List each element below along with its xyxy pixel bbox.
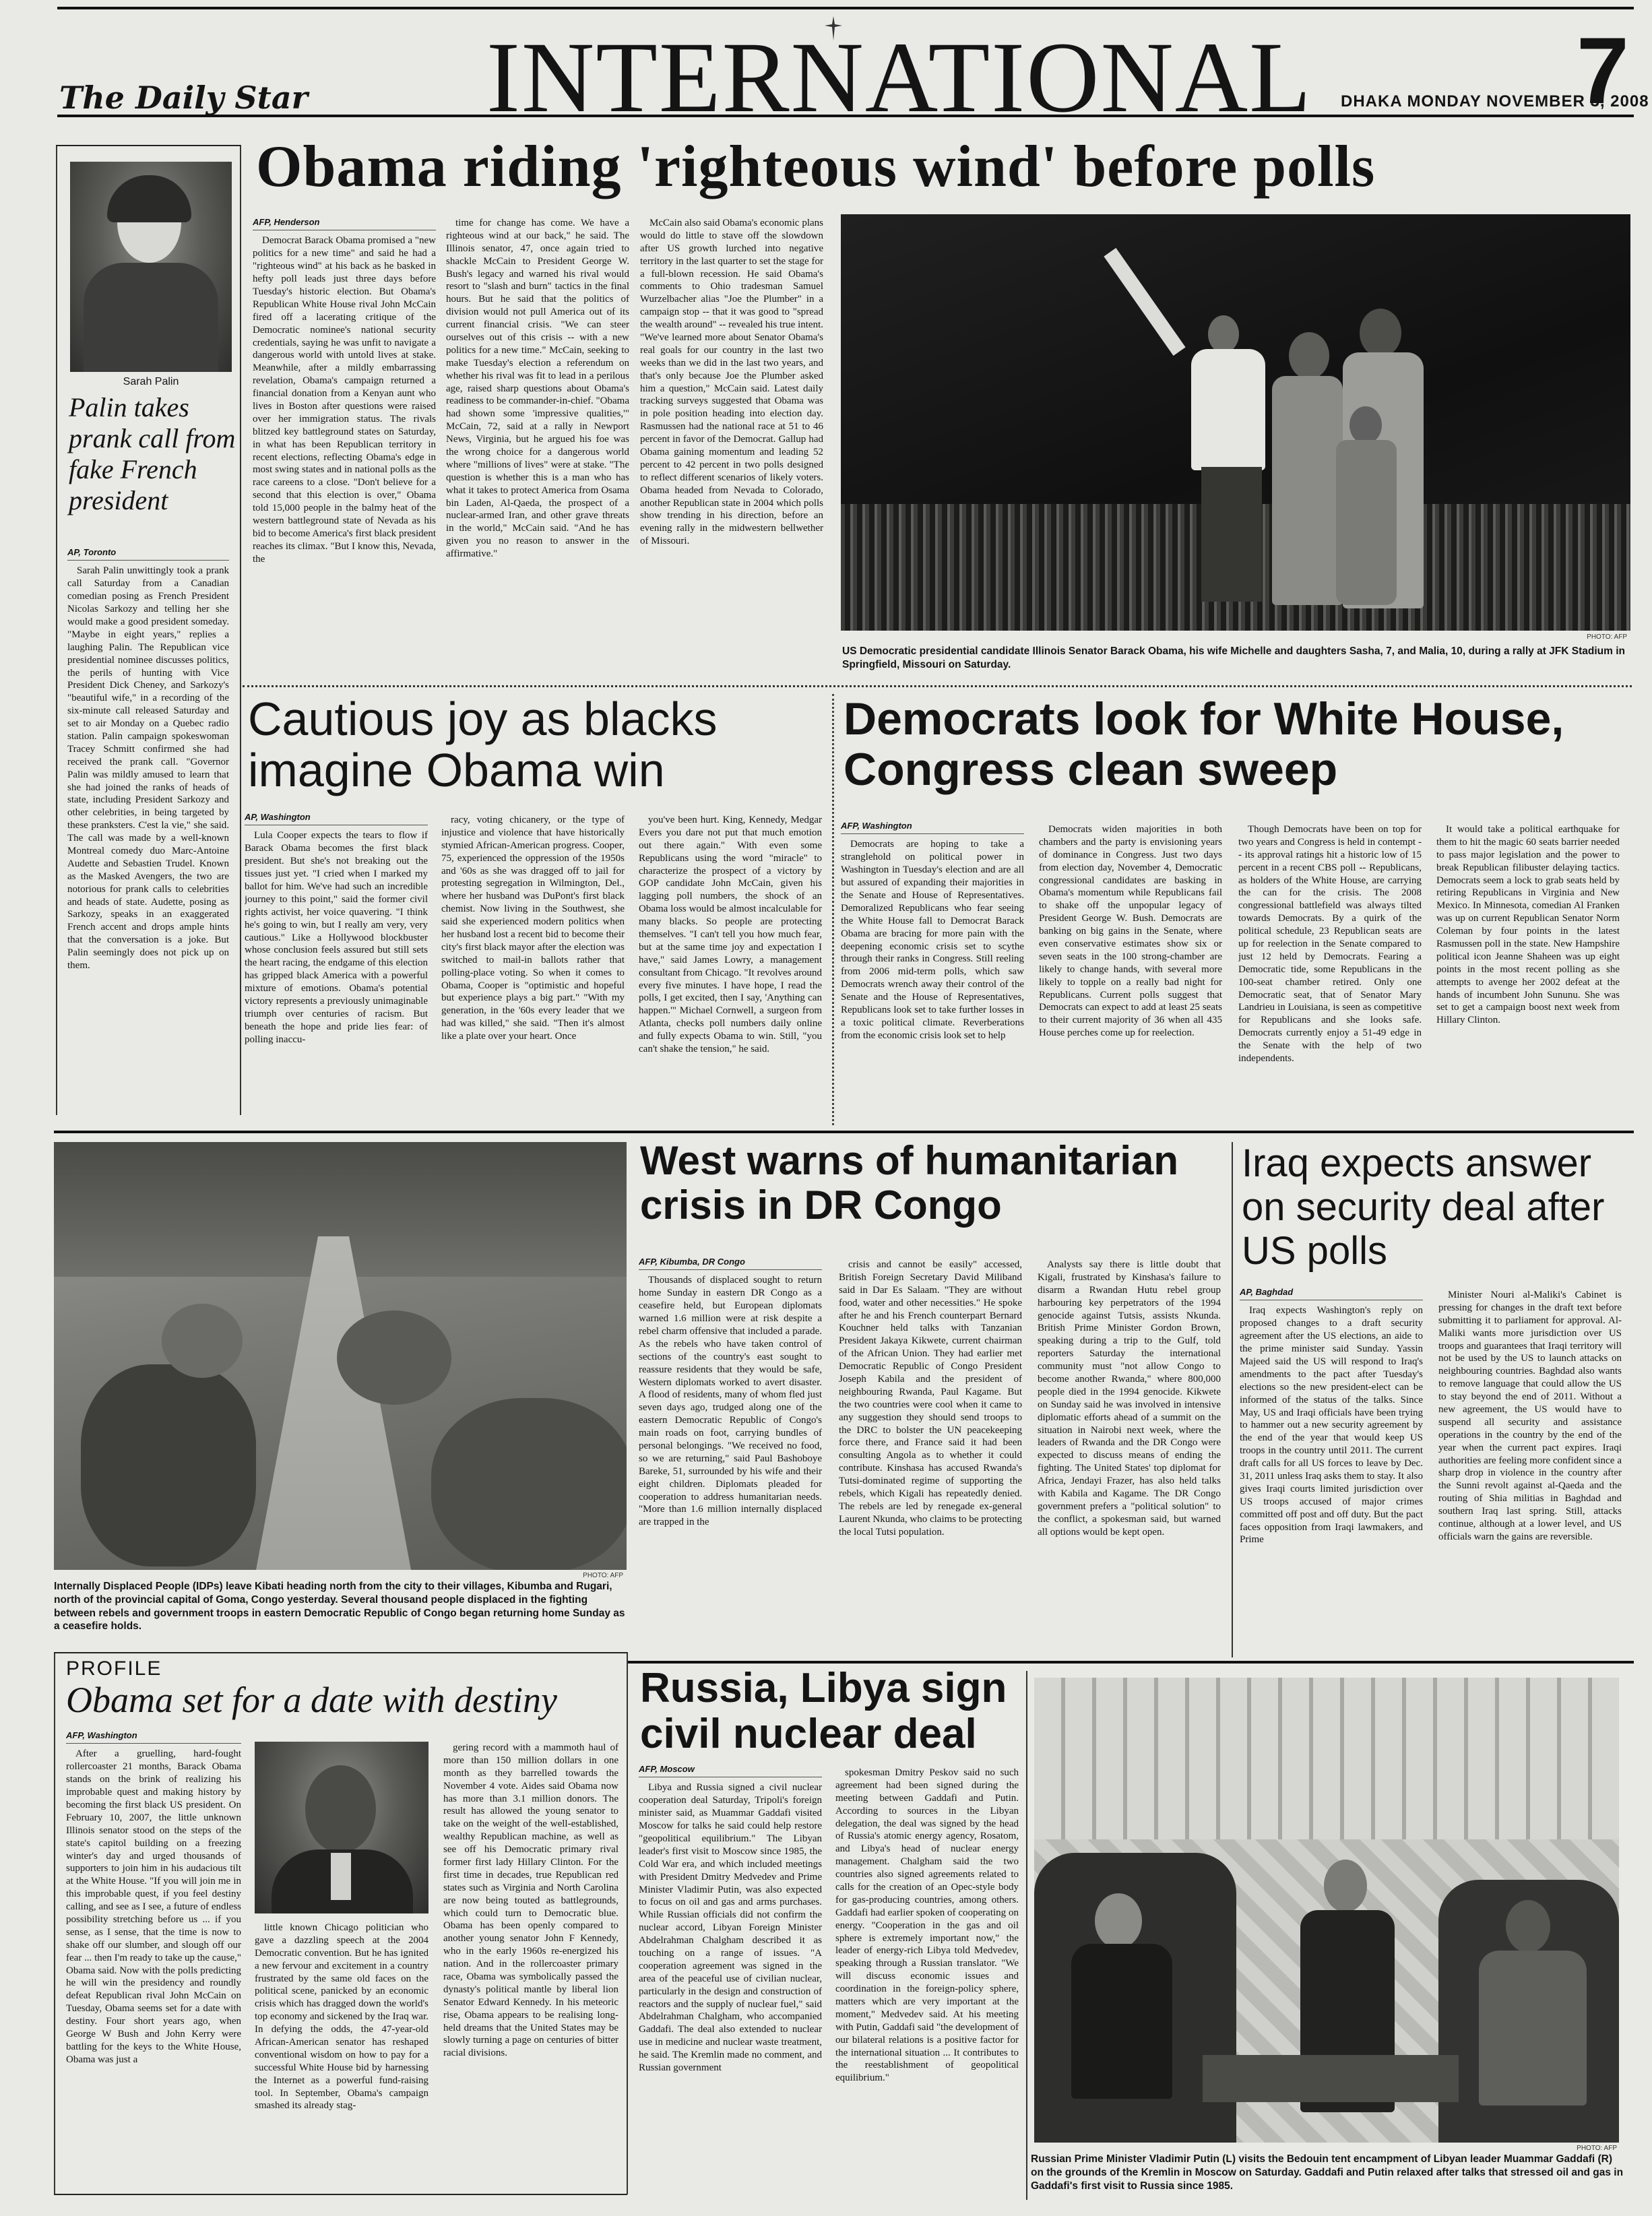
palin-box-right [240, 145, 241, 1115]
cautious-col3-text: you've been hurt. King, Kennedy, Medgar Evers you dare not put that much emotion out there again." With even some Republicans using the word "miracle" to characterize the prospect of a victory by GOP candidate John McCain, given his lagging poll numbers, the shock of an Obama loss would be almost incalculable for many blacks. So people are protecting themselves. "I can't tell you how much fear, but at the same time joy and expectation I have," said James Lowry, a management consultant from Chicago. "It revolves around every five minutes. I have hope, I read the polls, I get excited, then I say, 'Anything can happen.'" Michael Cornwell, a surgeon from Atlanta, checks poll numbers daily online and fully expects Obama to win. Still, "you can't shake the tension," he said. [639, 815, 822, 1055]
palin-headline: Palin takes prank call from fake French president [69, 392, 236, 515]
congo-photo-credit: PHOTO: AFP [583, 1572, 623, 1579]
profile-col-1 [66, 1730, 241, 2188]
palin-box-top [56, 145, 241, 146]
profile-headline: Obama set for a date with destiny [66, 1680, 557, 1720]
russia-col2-text: spokesman Dmitry Peskov said no such agreement had been signed during the meeting between Gaddafi and Putin. According to sources in the Libyan delegation, the deal was signed by the head of Russia's atomic energy agency, Rosatom, and Libya's head of nuclear energy management. Chalgham said the two countries also signed agreements related to calls for the creation of an Opec-style body for gas-producing countries, among others. Gaddafi had earlier spoken of cooperating on energy. "Cooperation in the gas and oil sphere is extremely important now," the leader of energy-rich Libya told Medvedev, speaking through a Russian translator. "We will discuss economic issues and coordination in the foreign-policy sphere, matters which are very important at the moment," Medvedev said. At his meeting with Putin, Gaddafi said "the development of our bilateral relations is a positive factor for the international situation ... It contributes to the reestablishment of geopolitical equilibrium." [835, 1767, 1019, 2084]
putin-gaddafi-photo [1034, 1678, 1619, 2143]
cautious-col-2 [441, 814, 625, 1122]
russia-photo-credit: PHOTO: AFP [1577, 2145, 1617, 2152]
russia-col-2 [835, 1767, 1019, 2195]
palin-article [67, 547, 229, 1113]
main-col3-text: McCain also said Obama's economic plans would do little to stave off the slowdown after US growth lurched into negative territory in the last quarter to set the stage for a full-blown recession. He said Obama's comments to Ohio tradesman Samuel Wurzelbacher alias "Joe the Plumber" in a campaign stop -- that it was good to "spread the wealth around" -- revealed his true intent. "We've learned more about Senator Obama's real goals for our country in the last two weeks than we did in the last two years, and that's only because Joe the Plumber asked him a question," McCain said. Latest daily tracking surveys suggested that Obama was in pole position heading into election day. Rasmussen had the national race at 51 to 46 percent in favor of the Democrat. Gallup had Obama gaining momentum and leading 52 percent to 42 percent in two polls designed to reflect different scenarios of likely voters. Obama headed from Nevada to Colorado, another Republican state in 2004 which polls show trending in his direction, before an evening rally in the midwestern bellwether of Missouri. [640, 218, 823, 547]
congo-iraq-divider [1232, 1142, 1233, 1657]
main-byline: AFP, Henderson [253, 217, 436, 230]
democrats-col-3 [1238, 823, 1422, 1124]
congo-col-1 [639, 1257, 822, 1654]
palin-byline: AP, Toronto [67, 547, 229, 561]
main-photo-credit: PHOTO: AFP [1587, 633, 1627, 641]
palin-photo [70, 162, 232, 372]
main-col1-text: Democrat Barack Obama promised a "new politics for a new time" and said he had a "righteous wind" at his back as he basked in hefty poll leads just three days before Tuesday's historic election. But Obama's Republican White House rival John McCain fired off a lacerating critique of the Democratic nominee's national security credentials, saying he was unfit to navigate a dangerous world with untold lives at stake. Meanwhile, after a mildly embarrassing revelation, Obama's campaign returned a financial donation from a Kenyan aunt who lives in Boston after questions were raised over her immigration status. The rivals blitzed key battleground states on Saturday, in what has been Republican territory in recent elections, reflecting Obama's edge in most swing states and in national polls as the race careens to a close. "Don't believe for a second that this election is over," Obama told 15,000 people in the balmy heat of the western battleground state of Nevada as his bid to become America's first black president reaches its climax. "But I know this, Nevada, the [253, 235, 436, 565]
congo-refugees-photo [54, 1142, 627, 1570]
palin-photo-name: Sarah Palin [123, 376, 179, 387]
cautious-col-3 [639, 814, 822, 1122]
profile-byline: AFP, Washington [66, 1730, 241, 1744]
democrats-col-4 [1436, 823, 1620, 1124]
obama-rally-photo [841, 214, 1630, 631]
iraq-col2-text: Minister Nouri al-Maliki's Cabinet is pressing for changes in the draft text before submitting it to parliament for approval. Al-Maliki wants more jurisdiction over US troops and guarantees that Iraqi territory will not be used by the US to launch attacks on neighbouring countries. Baghdad also wants to remove language that could allow the US to stay beyond the end of 2011. Without a new agreement, the US would have to suspend all security and assistance operations in the country by the end of the year when the current pact expires. Iraqi authorities are feeling more confident since a sharp drop in violence in the country after the Sunni revolt against al-Qaeda and the routing of Shia militias in Baghdad and southern Iraq last spring. Still, attacks continue, although at a lower level, and US officials warn the gains are reversible. [1438, 1290, 1622, 1542]
cautious-col2-text: racy, voting chicanery, or the type of injustice and violence that have historically stymied African-American progress. Cooper, 75, experienced the oppression of the 1950s and '60s as she was dragged off to jail for protesting segregation in Wilmington, Del., where her husband was DuPont's first black chemist. Now living in the Southwest, she said she experienced modern politics when her husband lost a recent bid to become their city's first black mayor after the election was switched to mail-in ballots rather that polling-place voting. So when it comes to Obama, Cooper is "optimistic and hopeful but experience plays a big part." "With my generation, in the '60s every leader that we had was killed," she said. "Then it's almost like a plate over your heart. Once [441, 815, 625, 1042]
congo-photo-caption: Internally Displaced People (IDPs) leave Kibati heading north from the city to their villages, Kibumba and Rugari, north of the provincial capital of Goma, Congo yesterday. Several thousand people displaced in the fighting between rebels and government troops in eastern Democratic Republic of Congo began returning home Sunday as a ceasefire holds. [54, 1581, 625, 1633]
democrats-col2-text: Democrats widen majorities in both chambers and the party is envisioning years of dominance in Congress. Just two days from election day, November 4, Democratic congressional candidates are basking in Obama's momentum while Republicans fail to shake off the unpopular legacy of President George W. Bush. Democrats are banking on big gains in the Senate, where even conservative estimates show six or seven seats in the 100 strong-chamber are likely to change hands, with several more likely to topple on a really bad night for Republicans. Current polls suggest that Democrats can expect to add at least 25 seats to their current majority of 36 when all 435 House perches come up for reelection. [1039, 824, 1222, 1039]
palin-box-left [56, 145, 57, 1115]
obama-portrait-photo [255, 1742, 428, 1913]
main-photo-caption: US Democratic presidential candidate Illinois Senator Barack Obama, his wife Michelle and daughters Sasha, 7, and Malia, 10, during a rally at JFK Stadium in Springfield, Missouri on Saturday. [842, 645, 1625, 670]
profile-col1-text: After a gruelling, hard-fought rollercoaster 21 months, Barack Obama stands on the brink of realizing his improbable quest and making history by becoming the first black US president. On February 10, 2007, the little unknown Illinois senator stood on the steps of the state's capitol building on a freezing winter's day and urged thousands of supporters to join him in his audacious tilt at the White House. "If you will join me in this improbable quest, if you feel destiny calling, and see as I see, a future of endless possibility stretching before us ... if you sense, as I sense, that the time is now to shake off our slumber, and slough off our fear ... then I'm ready to take up the cause," Obama said. Now with the polls predicting he will win the presidency and roundly defeat Republican rival John McCain on Tuesday, Obama seems set for a date with destiny. Four short years ago, when George W Bush and John Kerry were battling for the keys to the White House, Obama was just a [66, 1748, 241, 2065]
russia-photo-divider [1026, 1671, 1027, 2200]
lower-rule-right [627, 1661, 1634, 1664]
cautious-democrats-divider [832, 694, 834, 1125]
democrats-col-2 [1039, 823, 1222, 1124]
iraq-byline: AP, Baghdad [1240, 1287, 1423, 1300]
main-story-divider [243, 685, 1632, 687]
cautious-col1-text: Lula Cooper expects the tears to flow if Barack Obama becomes the first black president. But she's not breaking out the tissues just yet. "I cried when I marked my ballot for him. We've had such an incredible journey to this point," said the former civil rights activist, her voice quavering. "I think he's going to win, but I really am very, very cautious." Like a Hollywood blockbuster whose conclusion feels assured but still sets the heart racing, the endgame of this election has gripped black America with a powerful mixture of emotions. Obama's potential victory represents a previously unimaginable triumph over centuries of racism. But beneath the hope and pride lies fear: of polling inaccu- [245, 830, 428, 1045]
main-col-2 [446, 217, 629, 682]
profile-box-top [54, 1652, 627, 1653]
democrats-col4-text: It would take a political earthquake for them to hit the magic 60 seats barrier needed to pass major legislation and the power to break Republican filibuster delaying tactics. Democrats seem a lock to grab seats held by retiring Republicans in Virginia and New Mexico. In Minnesota, comedian Al Franken was up on current Republican Senator Norm Coleman by four points in the latest Rasmussen poll in the state. New Hampshire political icon Jeanne Shaheen was up eight points in the most recent polling as she attempts to avenge her 2002 defeat at the hands of incumbent John Sununu. She was set to get a campaign boost next week from Hillary Clinton. [1436, 824, 1620, 1026]
democrats-byline: AFP, Washington [841, 821, 1024, 834]
russia-byline: AFP, Moscow [639, 1764, 822, 1777]
main-col-3 [640, 217, 823, 682]
main-col-1 [253, 217, 436, 682]
dateline: DHAKA MONDAY NOVEMBER 3, 2008 [1341, 92, 1649, 110]
democrats-col-1 [841, 821, 1024, 1124]
main-col2-text: time for change has come. We have a righteous wind at our back," he said. The Illinois senator, 47, once again tried to shackle McCain to President George W. Bush's legacy and warned his rival would resort to "slash and burn" tactics in the final hours. But he said that the politics of division would not pull America out of its current financial crisis. "We can steer ourselves out of this crisis -- with a new politics for a new time." McCain, seeking to make Tuesday's election a referendum on whether his rival was fit to lead in a perilous age, raised sharp questions about Obama's readiness to be commander-in-chief. "Obama had shown some 'impressive qualities,'" McCain, 72, said at a rally in Newport News, Virginia, but he argued his foe was the wrong choice for a dangerous world where "millions of lives" were at stake. "The question is whether this is a man who has what it takes to protect America from Osama bin Laden, Al-Qaeda, the prospect of a nuclear-armed Iran, and other grave threats in the world," McCain said. "And he has given you no reason to answer in the affirmative." [446, 218, 629, 560]
profile-kicker: PROFILE [66, 1657, 162, 1680]
profile-col-3 [443, 1742, 618, 2188]
profile-col3-text: gering record with a mammoth haul of more than 150 million dollars in one month as they barrelled towards the November 4 vote. Aides said Obama now has more than 3.1 million donors. The result has allowed the young senator to take on the weight of the well-established, wealthy Republican machine, as well as see off his Democratic primary rival former first lady Hillary Clinton. For the first time in decades, true Republican red states such as Virginia and North Carolina are now being touted as battlegrounds, which could turn to Democratic blue. Obama has been openly compared to another young senator John F Kennedy, who in the early 1960s re-energized his nation. And in the rollercoaster primary race, Obama was symbolically passed the dynasty's political mantle by liberal lion Senator Edward Kennedy. In his meteoric rise, Obama appears to be realising long-held dreams that the United States may be slowly turning a page on centuries of bitter racial divisions. [443, 1742, 618, 2059]
congo-col-2 [839, 1259, 1022, 1654]
congo-col1-text: Thousands of displaced sought to return home Sunday in eastern DR Congo as a ceasefire held, but European diplomats warned 1.6 million were at risk despite a rebel charm offensive that included a parade. As the rebels who have taken control of sections of the country's east sought to reassure residents that they would be safe, Western diplomats worked to avert disaster. A flood of residents, many of whom fled just seven days ago, trudged along one of the eastern Democratic Republic of Congo's main roads on foot, carrying bundles of personal belongings. "We received no food, so we are returning," said Paul Bashoboye Bareke, 51, surrounded by his wife and their eight children. Diplomats pleaded for cooperation to address humanitarian needs. "More than 1.6 million internally displaced are trapped in the [639, 1275, 822, 1528]
profile-col-2 [255, 1922, 428, 2188]
russia-photo-caption: Russian Prime Minister Vladimir Putin (L) visits the Bedouin tent encampment of Libyan leader Muammar Gaddafi (R) on the grounds of the Kremlin in Moscow on Saturday. Gaddafi and Putin relaxed after talks that stressed oil and gas in Gaddafi's first visit to Russia since 1985. [1031, 2153, 1624, 2192]
profile-box-bottom [54, 2194, 627, 2195]
democrats-headline: Democrats look for White House, Congress clean sweep [844, 693, 1564, 795]
russia-col-1 [639, 1764, 822, 2195]
middle-rule [54, 1131, 1634, 1133]
congo-col2-text: crisis and cannot be easily" accessed, British Foreign Secretary David Miliband said in Dar Es Salaam. "They are without food, water and other necessities." He spoke after he and his French counterpart Bernard Kouchner held talks with Tanzanian President Jakaya Kikwete, current chairman of the African Union. They had earlier met Democratic Republic of Congo President Joseph Kabila and the president of neighbouring Rwanda, Paul Kagame. But the two countries were cool when it came to any suggestion they should send troops to the DRC to bolster the UN peacekeeping force there, and France said it had been consulting Angola as to whether it could contribute. Kinshasa has accused Rwanda's Tutsi-dominated regime of supporting the rebels, which Kigali has repeatedly denied. The rebels are led by renegade ex-general Laurent Nkunda, who claims to be protecting the local Tutsi population. [839, 1259, 1022, 1538]
profile-box-left [54, 1652, 55, 2194]
congo-col-3 [1038, 1259, 1221, 1654]
congo-col3-text: Analysts say there is little doubt that Kigali, frustrated by Kinshasa's failure to disarm a Rwandan Hutu rebel group harbouring key perpetrators of the 1994 genocide against Tutsis, assists Nkunda. British Prime Minister Gordon Brown, speaking during a trip to the Gulf, told reporters Saturday the international community must "not allow Congo to become another Rwanda," where 800,000 people died in the 1994 genocide. Kikwete on Sunday said he was involved in intensive diplomatic efforts ahead of a summit on the situation in Nairobi next week, where the leaders of Rwanda and the DR Congo were expected to discuss means of ending the fighting. The United States' top diplomat for Africa, Jendayi Frazer, has also held talks with Kabila and Kagame. The DR Congo government prefers a "political solution" to the conflict, a spokesman said, but warned all options would be kept open. [1038, 1259, 1221, 1538]
page-number: 7 [1577, 18, 1629, 123]
cautious-byline: AP, Washington [245, 812, 428, 825]
iraq-headline: Iraq expects answer on security deal after US polls [1242, 1141, 1605, 1273]
profile-box-right [627, 1652, 628, 2194]
top-rule [57, 7, 1634, 9]
palin-text: Sarah Palin unwittingly took a prank call Saturday from a Canadian comedian posing as French President Nicolas Sarkozy and telling her she would make a good president someday. "Maybe in eight years," replies a laughing Palin. The Republican vice presidential nominee discusses politics, the perils of hunting with Vice President Dick Cheney, and Sarkozy's "beautiful wife," in a recording of the six-minute call released Saturday and set to air Monday on a Quebec radio station. Palin campaign spokeswoman Tracey Schmitt confirmed she had received the prank call. "Governor Palin was mildly amused to learn that she had joined the ranks of heads of state, including President Sarkozy and other celebrities, in being targeted by these pranksters. C'est la vie," she said. The call was made by a well-known Montreal comedy duo Marc-Antoine Audette and Sebastien Trudel. Known as the Masked Avengers, the two are notorious for prank calls to celebrities and heads of state. Audette, posing as Sarkozy, speaks in an exaggerated French accent and drops ample hints that the conversation is a joke. But Palin seemingly does not pick up on them. [67, 565, 229, 971]
cautious-headline: Cautious joy as blacks imagine Obama win [248, 693, 718, 796]
main-headline: Obama riding 'righteous wind' before polls [256, 134, 1376, 199]
iraq-col-1 [1240, 1287, 1423, 1654]
russia-col1-text: Libya and Russia signed a civil nuclear cooperation deal Saturday, Tripoli's foreign minister said, as Muammar Gaddafi visited Moscow for talks he said could help restore "geopolitical equilibrium." The Libyan leader's first visit to Moscow since 1985, the Cold War era, and which included meetings with President Dmitry Medvedev and Prime Minister Vladimir Putin, was also expected to focus on oil and gas and arms purchases. While Russian officials did not confirm the nuclear accord, Libyan Foreign Minister Abdelrahman Chalgham described it as touching on a range of issues. "A cooperation agreement was signed in the area of the peaceful use of civilian nuclear, particularly in the design and construction of reactors and the supply of nuclear fuel," said Abdelrahman Chalgham, who accompanied Gaddafi. The deal also extended to nuclear use in medicine and nuclear waste treatment, he said. The Kremlin made no comment, and Russian government [639, 1782, 822, 2073]
section-title: INTERNATIONAL [486, 22, 1312, 133]
congo-byline: AFP, Kibumba, DR Congo [639, 1257, 822, 1270]
profile-col2-text: little known Chicago politician who gave a dazzling speech at the 2004 Democratic convention. But he has ignited a new fervour and excitement in a country frustrated by the same old faces on the political scene, panicked by an economic crisis which has dragged down the world's top economy and sickened by the Iraq war. In defying the odds, the 47-year-old African-American senator has reshaped conventional wisdom on how to pay for a successful White House bid by harnessing the Internet as a powerful fund-raising tool. In September, Obama's campaign smashed its already stag- [255, 1922, 428, 2112]
iraq-col-2 [1438, 1289, 1622, 1654]
russia-headline: Russia, Libya sign civil nuclear deal [640, 1665, 1007, 1758]
iraq-col1-text: Iraq expects Washington's reply on proposed changes to a draft security agreement after the US elections, an aide to the prime minister said Sunday. Yassin Majeed said the US will respond to Iraq's amendments to the pact after Tuesday's elections so the new president-elect can be informed of the status of the talks. Since May, US and Iraqi officials have been trying to hammer out a new security agreement by the end of the year that would keep US troops in the country until 2011. The current draft calls for all US forces to leave by Dec. 31, 2011 unless Iraq asks them to stay. It also gives Iraqi courts limited jurisdiction over US troops accused of major crimes committed off post and off duty. But the pact faces opposition from Iraqi lawmakers, and Prime [1240, 1305, 1423, 1546]
cautious-col-1 [245, 812, 428, 1122]
congo-headline: West warns of humanitarian crisis in DR Congo [640, 1138, 1179, 1228]
masthead-rule [57, 115, 1634, 117]
democrats-col3-text: Though Democrats have been on top for two years and Congress is held in contempt -- its approval ratings hit a historic low of 15 percent in a recent CBS poll -- Republicans, as holders of the White House, are carrying the can for the crisis. The 2008 congressional battlefield was always tilted towards Democrats. By a quirk of the political schedule, 23 Republican seats are up for reelection in the Senate compared to just 12 held by Democrats. Fearing a Democratic tide, some Republicans in the 100-seat chamber retired. Only one Democratic seat, that of Senator Mary Landrieu in Louisiana, is seen as competitive for Republicans and she looks safe. Democrats currently enjoy a 51-49 edge in the Senate with the help of two independents. [1238, 824, 1422, 1065]
democrats-col1-text: Democrats are hoping to take a stranglehold on political power in Washington in Tuesday's election and are all but assured of expanding their majorities in the Senate and House of Representatives. Demoralized Republicans who fear seeing the White House fall to Democrat Barack Obama are bracing for more pain with the deepening economic crisis set to scythe through their ranks in Congress. Still reeling from 2006 mid-term polls, which saw Democrats wrench away their control of the Senate and the House of Representatives, Republicans look set to take further losses in a toxic political climate. Reverberations from the economic crisis look set to help [841, 839, 1024, 1041]
newspaper-logo: The Daily Star [59, 80, 308, 116]
